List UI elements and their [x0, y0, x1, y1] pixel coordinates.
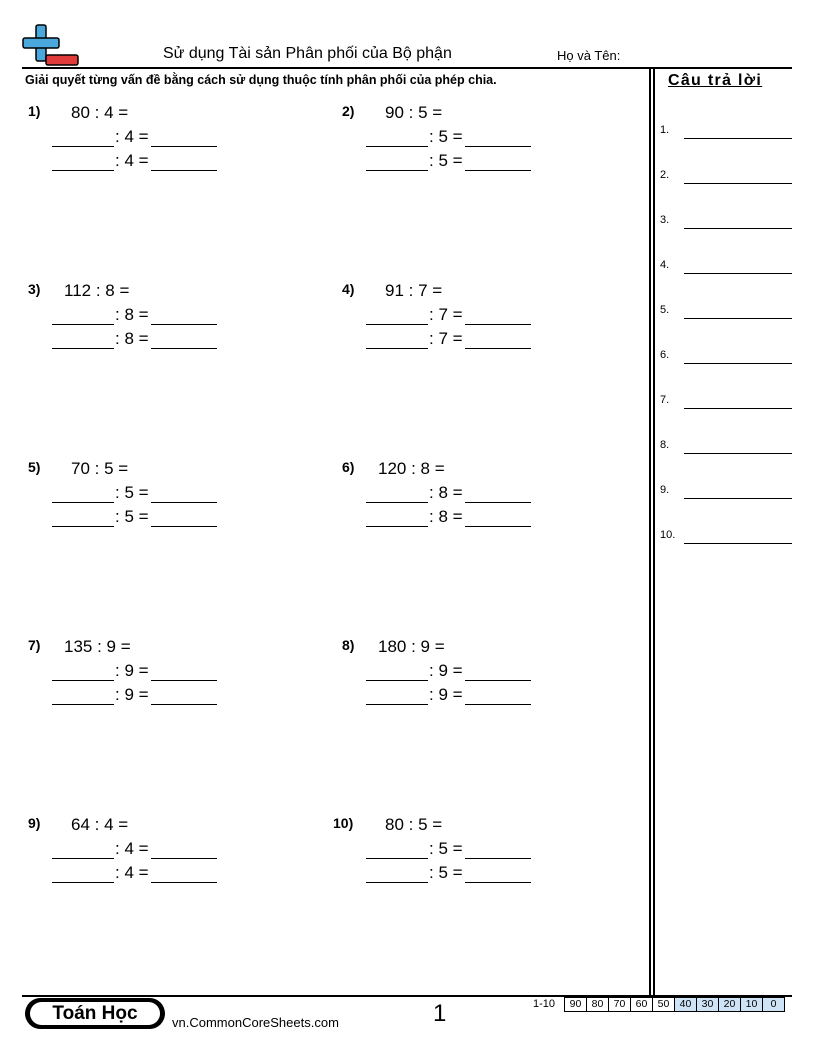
- answer-blank-line: [151, 146, 217, 147]
- score-cell: 70: [608, 997, 631, 1012]
- division-step: : 4 =: [115, 151, 149, 170]
- answer-blank-line: [151, 882, 217, 883]
- division-step: : 4 =: [115, 839, 149, 858]
- answer-blank-line: [366, 502, 428, 503]
- answer-blank-line: [151, 680, 217, 681]
- division-step: : 5 =: [429, 151, 463, 170]
- answer-blank-line: [52, 704, 114, 705]
- score-cell: 50: [652, 997, 675, 1012]
- brand-label: Toán Học: [52, 1003, 138, 1024]
- answer-number: 3.: [660, 214, 670, 226]
- answer-blank-line: [366, 348, 428, 349]
- answer-blank-line: [684, 363, 792, 364]
- division-step: : 4 =: [115, 127, 149, 146]
- answer-blank-line: [151, 348, 217, 349]
- problem-expression: 180 : 9 =: [378, 637, 445, 656]
- answer-blank-line: [684, 408, 792, 409]
- plus-minus-logo-icon: [22, 24, 80, 68]
- answer-blank-line: [151, 704, 217, 705]
- score-cell: 60: [630, 997, 653, 1012]
- answer-blank-line: [366, 704, 428, 705]
- problem-number: 8): [342, 637, 355, 653]
- problem-number: 2): [342, 103, 355, 119]
- division-step: : 8 =: [429, 483, 463, 502]
- problem-number: 4): [342, 281, 355, 297]
- division-step: : 9 =: [115, 685, 149, 704]
- answer-blank-line: [366, 858, 428, 859]
- division-step: : 5 =: [115, 483, 149, 502]
- answer-column-divider: [649, 68, 651, 995]
- score-range-label: 1-10: [533, 998, 556, 1010]
- answer-number: 2.: [660, 169, 670, 181]
- answer-blank-line: [684, 183, 792, 184]
- answer-blank-line: [151, 170, 217, 171]
- problem-number: 1): [28, 103, 41, 119]
- answer-blank-line: [684, 543, 792, 544]
- division-step: : 7 =: [429, 305, 463, 324]
- answer-blank-line: [52, 858, 114, 859]
- answer-number: 4.: [660, 259, 670, 271]
- problem-expression: 135 : 9 =: [64, 637, 131, 656]
- answer-number: 7.: [660, 394, 670, 406]
- answer-blank-line: [52, 146, 114, 147]
- answer-blank-line: [151, 324, 217, 325]
- problem-number: 5): [28, 459, 41, 475]
- name-label: Họ và Tên:: [557, 48, 621, 63]
- answer-number: 9.: [660, 484, 670, 496]
- problem-expression: 90 : 5 =: [385, 103, 443, 122]
- answer-number: 8.: [660, 439, 670, 451]
- division-step: : 5 =: [429, 863, 463, 882]
- answer-blank-line: [684, 138, 792, 139]
- instructions: Giải quyết từng vấn đề bằng cách sử dụng thuộc tính phân phối của phép chia.: [25, 73, 497, 87]
- problem-expression: 120 : 8 =: [378, 459, 445, 478]
- answer-blank-line: [52, 526, 114, 527]
- problem-number: 6): [342, 459, 355, 475]
- score-cell: 20: [718, 997, 741, 1012]
- answer-blank-line: [151, 502, 217, 503]
- answer-column-divider: [653, 68, 655, 995]
- problem-expression: 70 : 5 =: [71, 459, 129, 478]
- problem-number: 10): [333, 815, 354, 831]
- problem-expression: 80 : 4 =: [71, 103, 129, 122]
- score-cell: 80: [586, 997, 609, 1012]
- page-title: Sử dụng Tài sản Phân phối của Bộ phận: [163, 45, 452, 62]
- answer-number: 5.: [660, 304, 670, 316]
- score-cell: 90: [564, 997, 587, 1012]
- answer-blank-line: [465, 348, 531, 349]
- answer-number: 10.: [660, 529, 676, 541]
- answer-blank-line: [52, 348, 114, 349]
- page-number: 1: [433, 1000, 447, 1027]
- answer-blank-line: [151, 526, 217, 527]
- answer-number: 6.: [660, 349, 670, 361]
- site-url: vn.CommonCoreSheets.com: [172, 1015, 339, 1030]
- answer-blank-line: [52, 882, 114, 883]
- division-step: : 9 =: [115, 661, 149, 680]
- answer-blank-line: [465, 324, 531, 325]
- answer-blank-line: [366, 680, 428, 681]
- division-step: : 8 =: [115, 305, 149, 324]
- answer-blank-line: [465, 882, 531, 883]
- answer-blank-line: [465, 526, 531, 527]
- answer-blank-line: [684, 228, 792, 229]
- problem-expression: 64 : 4 =: [71, 815, 129, 834]
- score-cell: 40: [674, 997, 697, 1012]
- answer-blank-line: [465, 858, 531, 859]
- answer-blank-line: [366, 526, 428, 527]
- division-step: : 9 =: [429, 685, 463, 704]
- answer-blank-line: [684, 498, 792, 499]
- score-table: [565, 997, 785, 1012]
- answer-blank-line: [366, 170, 428, 171]
- answer-blank-line: [465, 704, 531, 705]
- score-cell: 0: [762, 997, 785, 1012]
- problem-expression: 112 : 8 =: [64, 281, 130, 300]
- answer-blank-line: [366, 882, 428, 883]
- problem-expression: 80 : 5 =: [385, 815, 443, 834]
- problem-expression: 91 : 7 =: [385, 281, 443, 300]
- division-step: : 7 =: [429, 329, 463, 348]
- answer-blank-line: [52, 170, 114, 171]
- answer-blank-line: [366, 146, 428, 147]
- problem-number: 9): [28, 815, 41, 831]
- answer-blank-line: [52, 680, 114, 681]
- problem-number: 7): [28, 637, 41, 653]
- header-divider: [22, 67, 792, 69]
- division-step: : 4 =: [115, 863, 149, 882]
- division-step: : 8 =: [115, 329, 149, 348]
- answer-blank-line: [52, 502, 114, 503]
- division-step: : 8 =: [429, 507, 463, 526]
- division-step: : 9 =: [429, 661, 463, 680]
- score-cell: 30: [696, 997, 719, 1012]
- answer-blank-line: [684, 318, 792, 319]
- answers-title: Câu trả lời: [668, 72, 763, 89]
- answer-blank-line: [684, 273, 792, 274]
- division-step: : 5 =: [429, 839, 463, 858]
- answer-blank-line: [151, 858, 217, 859]
- division-step: : 5 =: [429, 127, 463, 146]
- answer-blank-line: [684, 453, 792, 454]
- answer-blank-line: [465, 170, 531, 171]
- answer-number: 1.: [660, 124, 670, 136]
- answer-blank-line: [465, 680, 531, 681]
- answer-blank-line: [366, 324, 428, 325]
- answer-blank-line: [465, 502, 531, 503]
- answer-blank-line: [52, 324, 114, 325]
- problem-number: 3): [28, 281, 41, 297]
- division-step: : 5 =: [115, 507, 149, 526]
- score-cell: 10: [740, 997, 763, 1012]
- answer-blank-line: [465, 146, 531, 147]
